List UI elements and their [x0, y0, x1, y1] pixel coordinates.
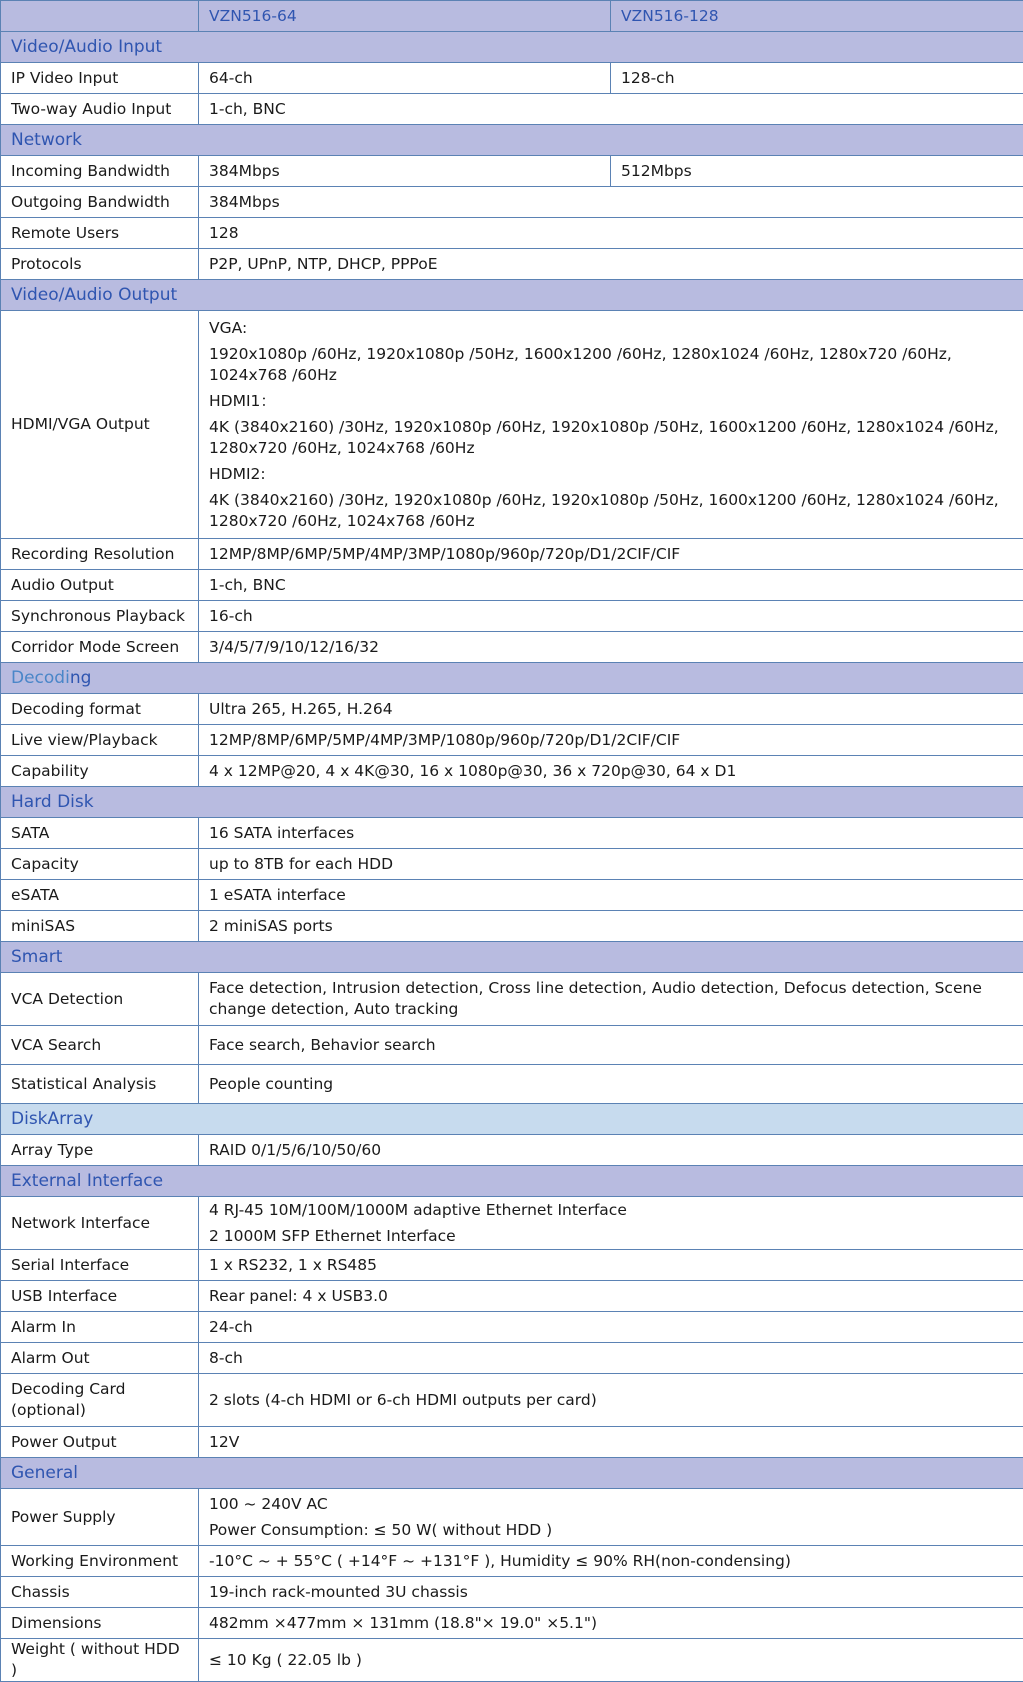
row-label: Array Type — [1, 1135, 199, 1166]
row-value-vzn516-128: 512Mbps — [611, 156, 1023, 187]
row-value: Ultra 265, H.265, H.264 — [199, 694, 1023, 725]
section-row — [1, 125, 1023, 156]
table-row — [1, 1577, 1023, 1608]
row-value: 12V — [199, 1427, 1023, 1458]
table-row — [1, 1250, 1023, 1281]
row-label: Recording Resolution — [1, 539, 199, 570]
section-smart: Smart — [1, 942, 1023, 973]
row-value-network-interface — [199, 1197, 1023, 1250]
model-column-vzn516-128: VZN516-128 — [611, 1, 1023, 32]
power-supply-line-1: 100 ~ 240V AC — [209, 1494, 1013, 1515]
vga-title: VGA: — [209, 318, 1013, 339]
row-value: 3/4/5/7/9/10/12/16/32 — [199, 632, 1023, 663]
table-row — [1, 1026, 1023, 1065]
row-label: Power Supply — [1, 1489, 199, 1546]
row-label: Dimensions — [1, 1608, 199, 1639]
section-row — [1, 32, 1023, 63]
table-row — [1, 570, 1023, 601]
vga-resolutions: 1920x1080p /60Hz, 1920x1080p /50Hz, 1600x1200 /60Hz, 1280x1024 /60Hz, 1280x720 /60Hz, 1024x768 /60Hz — [209, 344, 1013, 386]
row-label: Weight ( without HDD ) — [1, 1639, 199, 1682]
row-value: Rear panel: 4 x USB3.0 — [199, 1281, 1023, 1312]
row-value: 12MP/8MP/6MP/5MP/4MP/3MP/1080p/960p/720p/D1/2CIF/CIF — [199, 539, 1023, 570]
section-row — [1, 663, 1023, 694]
section-row — [1, 1458, 1023, 1489]
table-row — [1, 601, 1023, 632]
header-blank-cell — [1, 1, 199, 32]
section-general: General — [1, 1458, 1023, 1489]
row-label: Capability — [1, 756, 199, 787]
row-label: Network Interface — [1, 1197, 199, 1250]
row-value: 384Mbps — [199, 187, 1023, 218]
section-row — [1, 280, 1023, 311]
row-label: VCA Search — [1, 1026, 199, 1065]
row-value: RAID 0/1/5/6/10/50/60 — [199, 1135, 1023, 1166]
table-row — [1, 973, 1023, 1026]
row-label: Alarm In — [1, 1312, 199, 1343]
row-label: VCA Detection — [1, 973, 199, 1026]
row-label-decoding-card — [1, 1374, 199, 1427]
row-value: 19-inch rack-mounted 3U chassis — [199, 1577, 1023, 1608]
row-label: Synchronous Playback — [1, 601, 199, 632]
row-value: 128 — [199, 218, 1023, 249]
row-label: Working Environment — [1, 1546, 199, 1577]
row-label: Incoming Bandwidth — [1, 156, 199, 187]
row-value: 1 eSATA interface — [199, 880, 1023, 911]
row-label: Serial Interface — [1, 1250, 199, 1281]
hdmi1-resolutions: 4K (3840x2160) /30Hz, 1920x1080p /60Hz, 1920x1080p /50Hz, 1600x1200 /60Hz, 1280x1024 /60Hz, 1280x720 /60Hz, 1024x768 /60Hz — [209, 417, 1013, 459]
row-value: 16 SATA interfaces — [199, 818, 1023, 849]
table-row — [1, 1427, 1023, 1458]
row-label: Outgoing Bandwidth — [1, 187, 199, 218]
table-row — [1, 756, 1023, 787]
network-interface-line-1: 4 RJ-45 10M/100M/1000M adaptive Ethernet Interface — [209, 1200, 1013, 1221]
row-value: 8-ch — [199, 1343, 1023, 1374]
table-row — [1, 1312, 1023, 1343]
decoding-card-label-line-2: (optional) — [11, 1400, 188, 1421]
section-decoding — [1, 663, 1023, 694]
row-label: USB Interface — [1, 1281, 199, 1312]
table-row — [1, 849, 1023, 880]
section-external-interface: External Interface — [1, 1166, 1023, 1197]
row-label: Statistical Analysis — [1, 1065, 199, 1104]
row-value: 482mm ×477mm × 131mm (18.8"× 19.0" ×5.1") — [199, 1608, 1023, 1639]
row-label: HDMI/VGA Output — [1, 311, 199, 539]
section-hard-disk: Hard Disk — [1, 787, 1023, 818]
row-label: Two-way Audio Input — [1, 94, 199, 125]
model-column-vzn516-64: VZN516-64 — [199, 1, 611, 32]
table-row — [1, 725, 1023, 756]
table-row — [1, 1608, 1023, 1639]
power-supply-line-2: Power Consumption: ≤ 50 W( without HDD ) — [209, 1520, 1013, 1541]
row-value: up to 8TB for each HDD — [199, 849, 1023, 880]
row-label: Decoding format — [1, 694, 199, 725]
row-value-power-supply — [199, 1489, 1023, 1546]
row-value: -10°C ~ + 55°C ( +14°F ~ +131°F ), Humidity ≤ 90% RH(non-condensing) — [199, 1546, 1023, 1577]
table-row — [1, 1374, 1023, 1427]
row-value-vzn516-64: 384Mbps — [199, 156, 611, 187]
table-row — [1, 1065, 1023, 1104]
decoding-card-label-line-1: Decoding Card — [11, 1379, 188, 1400]
table-row — [1, 63, 1023, 94]
row-label: Power Output — [1, 1427, 199, 1458]
section-video-audio-input: Video/Audio Input — [1, 32, 1023, 63]
section-row — [1, 787, 1023, 818]
section-row — [1, 942, 1023, 973]
row-value: 1-ch, BNC — [199, 94, 1023, 125]
row-label: Remote Users — [1, 218, 199, 249]
table-row — [1, 1343, 1023, 1374]
table-row — [1, 1639, 1023, 1682]
row-label: Corridor Mode Screen — [1, 632, 199, 663]
row-label: Audio Output — [1, 570, 199, 601]
section-row — [1, 1166, 1023, 1197]
model-header-row — [1, 1, 1023, 32]
table-row — [1, 249, 1023, 280]
row-value: 2 miniSAS ports — [199, 911, 1023, 942]
row-value-vzn516-64: 64-ch — [199, 63, 611, 94]
section-decoding-part1: Decodi — [11, 668, 70, 688]
row-value: 1 x RS232, 1 x RS485 — [199, 1250, 1023, 1281]
section-row — [1, 1104, 1023, 1135]
row-value: Face detection, Intrusion detection, Cross line detection, Audio detection, Defocus detection, Scene change detection, Auto tracking — [199, 973, 1023, 1026]
table-row — [1, 94, 1023, 125]
row-value-hdmi-vga — [199, 311, 1023, 539]
table-row — [1, 1197, 1023, 1250]
hdmi2-resolutions: 4K (3840x2160) /30Hz, 1920x1080p /60Hz, 1920x1080p /50Hz, 1600x1200 /60Hz, 1280x1024 /60Hz, 1280x720 /60Hz, 1024x768 /60Hz — [209, 490, 1013, 532]
table-row — [1, 1135, 1023, 1166]
row-label: IP Video Input — [1, 63, 199, 94]
row-value-vzn516-128: 128-ch — [611, 63, 1023, 94]
hdmi2-title: HDMI2: — [209, 464, 1013, 485]
table-row — [1, 311, 1023, 539]
section-network: Network — [1, 125, 1023, 156]
row-value: 16-ch — [199, 601, 1023, 632]
table-row — [1, 539, 1023, 570]
table-row — [1, 187, 1023, 218]
row-value: 24-ch — [199, 1312, 1023, 1343]
row-value: 12MP/8MP/6MP/5MP/4MP/3MP/1080p/960p/720p/D1/2CIF/CIF — [199, 725, 1023, 756]
row-label: eSATA — [1, 880, 199, 911]
hdmi1-title: HDMI1： — [209, 391, 1013, 412]
table-row — [1, 911, 1023, 942]
row-value: 4 x 12MP@20, 4 x 4K@30, 16 x 1080p@30, 36 x 720p@30, 64 x D1 — [199, 756, 1023, 787]
table-row — [1, 632, 1023, 663]
row-value: Face search, Behavior search — [199, 1026, 1023, 1065]
row-label: Chassis — [1, 1577, 199, 1608]
row-label: miniSAS — [1, 911, 199, 942]
row-label: Protocols — [1, 249, 199, 280]
table-row — [1, 218, 1023, 249]
table-row — [1, 1489, 1023, 1546]
row-label: SATA — [1, 818, 199, 849]
table-row — [1, 880, 1023, 911]
table-row — [1, 818, 1023, 849]
table-row — [1, 1546, 1023, 1577]
section-video-audio-output: Video/Audio Output — [1, 280, 1023, 311]
section-decoding-part2: ng — [70, 668, 92, 688]
row-value: ≤ 10 Kg ( 22.05 lb ) — [199, 1639, 1023, 1682]
table-row — [1, 694, 1023, 725]
table-row — [1, 1281, 1023, 1312]
row-value: P2P, UPnP, NTP, DHCP, PPPoE — [199, 249, 1023, 280]
row-label: Capacity — [1, 849, 199, 880]
section-disk-array: DiskArray — [1, 1104, 1023, 1135]
row-value: 2 slots (4-ch HDMI or 6-ch HDMI outputs per card) — [199, 1374, 1023, 1427]
row-value: 1-ch, BNC — [199, 570, 1023, 601]
table-row — [1, 156, 1023, 187]
row-label: Alarm Out — [1, 1343, 199, 1374]
network-interface-line-2: 2 1000M SFP Ethernet Interface — [209, 1226, 1013, 1247]
row-label: Live view/Playback — [1, 725, 199, 756]
row-value: People counting — [199, 1065, 1023, 1104]
